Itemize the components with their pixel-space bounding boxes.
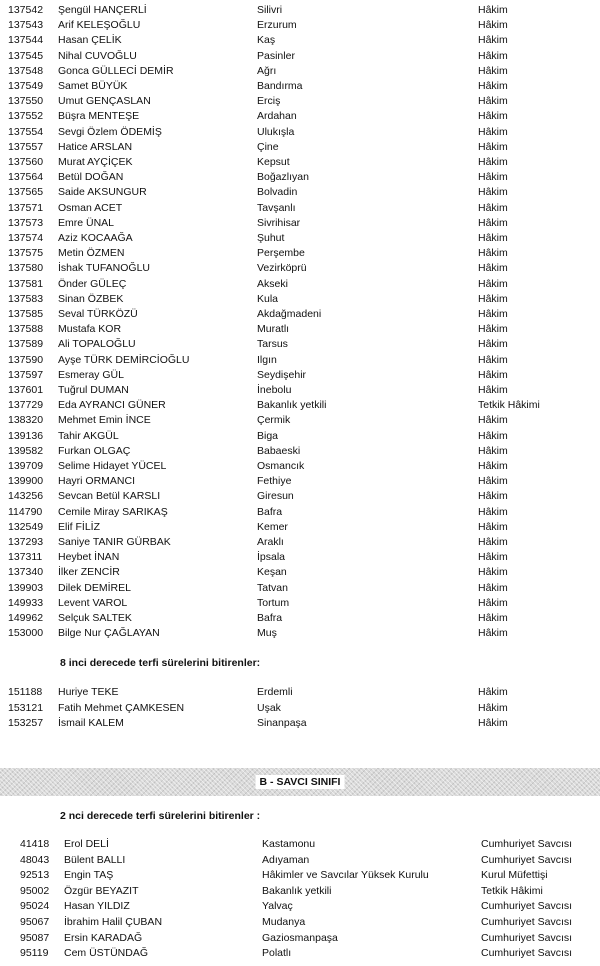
table-row — [0, 292, 600, 307]
person-name: Özgür BEYAZIT — [64, 884, 139, 897]
location: Akseki — [257, 277, 288, 290]
registry-number: 137581 — [8, 277, 44, 290]
person-name: Hatice ARSLAN — [58, 140, 133, 153]
registry-number: 48043 — [20, 853, 50, 866]
location: Tavşanlı — [257, 201, 296, 214]
person-name: İlker ZENCİR — [58, 566, 120, 579]
table-row — [0, 64, 600, 79]
registry-number: 137548 — [8, 64, 44, 77]
registry-number: 137597 — [8, 368, 44, 381]
person-name: Gonca GÜLLECİ DEMİR — [58, 64, 174, 77]
position-title: Hâkim — [478, 19, 508, 32]
position-title: Hâkim — [478, 414, 508, 427]
position-title: Hâkim — [478, 156, 508, 168]
registry-number: 153000 — [8, 627, 44, 640]
table-row — [0, 201, 600, 216]
person-name: Osman ACET — [58, 201, 123, 214]
location: İpsala — [257, 551, 286, 564]
position-title: Hâkim — [478, 186, 508, 199]
registry-number: 137564 — [8, 171, 44, 184]
registry-number: 137293 — [8, 536, 44, 548]
table-row — [0, 216, 600, 231]
table-row — [0, 383, 600, 398]
registry-number: 132549 — [8, 520, 44, 533]
position-title: Hâkim — [478, 232, 508, 244]
position-title: Hâkim — [478, 262, 508, 275]
person-name: Sevgi Özlem ÖDEMİŞ — [58, 125, 162, 138]
table-row — [0, 429, 600, 444]
registry-number: 137542 — [8, 4, 44, 16]
person-name: Tahir AKGÜL — [58, 429, 119, 442]
position-title: Hâkim — [478, 323, 508, 336]
table-row — [0, 459, 600, 474]
person-name: Ali TOPALOĞLU — [58, 338, 136, 351]
person-name: Dilek DEMİREL — [58, 581, 131, 594]
location: Bakanlık yetkili — [257, 399, 327, 412]
position-title: Hâkim — [478, 292, 508, 305]
location: Şuhut — [257, 232, 285, 244]
registry-number: 137545 — [8, 49, 44, 62]
registry-number: 137573 — [8, 216, 44, 229]
table-row — [0, 79, 600, 94]
position-title: Hâkim — [478, 95, 508, 108]
location: Osmancık — [257, 460, 305, 472]
position-title: Cumhuriyet Savcısı — [481, 853, 573, 866]
banner-label: B - SAVCI SINIFI — [256, 775, 345, 789]
table-row — [0, 716, 600, 731]
position-title: Hâkim — [478, 34, 508, 47]
table-row — [0, 18, 600, 33]
person-name: Şengül HANÇERLİ — [58, 4, 147, 16]
registry-number: 95087 — [20, 931, 50, 944]
registry-number: 138320 — [8, 414, 44, 427]
position-title: Hâkim — [478, 475, 508, 488]
position-title: Cumhuriyet Savcısı — [481, 838, 573, 850]
location: Babaeski — [257, 444, 301, 457]
registry-number: 137549 — [8, 80, 44, 92]
person-name: İshak TUFANOĞLU — [58, 262, 150, 275]
table-row — [0, 246, 600, 261]
position-title: Hâkim — [478, 308, 508, 320]
registry-number: 137560 — [8, 156, 44, 168]
location: Yalvaç — [262, 900, 293, 913]
position-title: Hâkim — [478, 460, 508, 472]
location: İnebolu — [257, 384, 292, 396]
table-row — [0, 368, 600, 383]
registry-number: 137580 — [8, 262, 44, 275]
position-title: Hâkim — [478, 612, 508, 624]
position-title: Hâkim — [478, 581, 508, 594]
position-title: Hâkim — [478, 140, 508, 153]
location: Seydişehir — [257, 368, 307, 381]
person-name: Umut GENÇASLAN — [58, 95, 151, 108]
location: Çermik — [257, 414, 291, 427]
position-title: Hâkim — [478, 247, 508, 260]
position-title: Hâkim — [478, 627, 508, 640]
position-title: Cumhuriyet Savcısı — [481, 947, 573, 960]
position-title: Hâkim — [478, 384, 508, 396]
registry-number: 92513 — [20, 869, 50, 882]
registry-number: 139903 — [8, 581, 44, 594]
position-title: Cumhuriyet Savcısı — [481, 916, 573, 928]
person-name: Tuğrul DUMAN — [58, 384, 129, 396]
location: Sivrihisar — [257, 216, 301, 229]
table-row — [0, 581, 600, 596]
position-title: Hâkim — [478, 201, 508, 214]
location: Araklı — [257, 536, 284, 548]
person-name: Elif FİLİZ — [58, 520, 101, 533]
table-row — [0, 685, 600, 700]
table-row — [0, 535, 600, 550]
location: Biga — [257, 429, 279, 442]
table-row — [0, 701, 600, 716]
location: Erdemli — [257, 686, 293, 698]
location: Giresun — [257, 490, 294, 503]
table-row — [0, 565, 600, 580]
table-row — [0, 413, 600, 428]
person-name: Selime Hidayet YÜCEL — [58, 460, 167, 472]
registry-number: 137590 — [8, 353, 44, 366]
position-title: Hâkim — [478, 717, 508, 729]
table-row — [0, 49, 600, 64]
location: Erciş — [257, 95, 281, 108]
position-title: Kurul Müfettişi — [481, 869, 548, 882]
location: Polatlı — [262, 947, 292, 960]
registry-number: 137585 — [8, 308, 44, 320]
position-title: Hâkim — [478, 110, 508, 123]
table-row — [0, 596, 600, 611]
position-title: Hâkim — [478, 536, 508, 548]
table-row — [0, 520, 600, 535]
location: Akdağmadeni — [257, 308, 322, 320]
person-name: Esmeray GÜL — [58, 368, 124, 381]
table-row — [0, 33, 600, 48]
person-name: Cem ÜSTÜNDAĞ — [64, 947, 149, 960]
person-name: Eda AYRANCI GÜNER — [58, 399, 166, 412]
location: Ilgın — [257, 353, 277, 366]
table-row — [0, 837, 600, 852]
person-name: Betül DOĞAN — [58, 171, 124, 184]
table-row — [0, 125, 600, 140]
position-title: Hâkim — [478, 505, 508, 518]
person-name: Samet BÜYÜK — [58, 80, 128, 92]
person-name: Bülent BALLI — [64, 853, 126, 866]
person-name: Seval TÜRKÖZÜ — [58, 308, 138, 320]
registry-number: 137588 — [8, 323, 44, 336]
registry-number: 137565 — [8, 186, 44, 199]
table-row — [0, 915, 600, 930]
registry-number: 137550 — [8, 95, 44, 108]
location: Çine — [257, 140, 279, 153]
location: Vezirköprü — [257, 262, 307, 275]
registry-number: 114790 — [8, 505, 43, 518]
table-row — [0, 109, 600, 124]
registry-number: 137544 — [8, 34, 44, 47]
table-row — [0, 931, 600, 946]
position-title: Hâkim — [478, 49, 508, 62]
location: Erzurum — [257, 19, 297, 32]
position-title: Hâkim — [478, 444, 508, 457]
table-row — [0, 322, 600, 337]
registry-number: 137543 — [8, 19, 44, 32]
table-row — [0, 3, 600, 18]
location: Fethiye — [257, 475, 292, 488]
person-name: Heybet İNAN — [58, 551, 120, 564]
table-row — [0, 505, 600, 520]
registry-number: 153121 — [8, 701, 44, 714]
registry-number: 95024 — [20, 900, 50, 913]
registry-number: 143256 — [8, 490, 44, 503]
location: Boğazlıyan — [257, 171, 309, 184]
location: Bandırma — [257, 80, 303, 92]
table-row — [0, 474, 600, 489]
registry-number: 137589 — [8, 338, 44, 351]
position-title: Hâkim — [478, 64, 508, 77]
position-title: Hâkim — [478, 701, 508, 714]
location: Silivri — [257, 4, 283, 16]
location: Kepsut — [257, 156, 290, 168]
table-row — [0, 884, 600, 899]
registry-number: 137575 — [8, 247, 44, 260]
table-row — [0, 277, 600, 292]
registry-number: 95067 — [20, 916, 50, 928]
location: Kastamonu — [262, 838, 316, 850]
person-name: Saide AKSUNGUR — [58, 186, 147, 199]
registry-number: 151188 — [8, 686, 43, 698]
position-title: Hâkim — [478, 566, 508, 579]
person-name: Hayri ORMANCI — [58, 475, 136, 488]
registry-number: 137311 — [8, 551, 43, 564]
table-row — [0, 337, 600, 352]
table-row — [0, 444, 600, 459]
location: Mudanya — [262, 916, 306, 928]
registry-number: 137601 — [8, 384, 44, 396]
location: Bafra — [257, 612, 283, 624]
location: Keşan — [257, 566, 287, 579]
registry-number: 95002 — [20, 884, 50, 897]
registry-number: 137583 — [8, 292, 44, 305]
position-title: Tetkik Hâkimi — [478, 399, 540, 412]
location: Hâkimler ve Savcılar Yüksek Kurulu — [262, 869, 429, 882]
location: Bafra — [257, 505, 283, 518]
table-row — [0, 261, 600, 276]
location: Sinanpaşa — [257, 717, 307, 729]
person-name: Nihal CUVOĞLU — [58, 49, 137, 62]
person-name: Hasan YILDIZ — [64, 900, 130, 913]
location: Kemer — [257, 520, 288, 533]
location: Kula — [257, 292, 279, 305]
person-name: Metin ÖZMEN — [58, 247, 125, 260]
registry-number: 137574 — [8, 232, 44, 244]
registry-number: 139709 — [8, 460, 44, 472]
location: Uşak — [257, 701, 281, 714]
position-title: Hâkim — [478, 520, 508, 533]
registry-number: 149962 — [8, 612, 44, 624]
person-name: Sevcan Betül KARSLI — [58, 490, 161, 503]
person-name: Önder GÜLEÇ — [58, 277, 127, 290]
position-title: Hâkim — [478, 368, 508, 381]
position-title: Hâkim — [478, 80, 508, 92]
person-name: İsmail KALEM — [58, 717, 124, 729]
person-name: Selçuk SALTEK — [58, 612, 132, 624]
person-name: Furkan OLGAÇ — [58, 444, 131, 457]
person-name: Sinan ÖZBEK — [58, 292, 124, 305]
person-name: Emre ÜNAL — [58, 216, 115, 229]
location: Tatvan — [257, 581, 288, 594]
table-row — [0, 489, 600, 504]
location: Bakanlık yetkili — [262, 884, 332, 897]
table-row — [0, 185, 600, 200]
table-row — [0, 170, 600, 185]
registry-number: 137554 — [8, 125, 44, 138]
person-name: Mustafa KOR — [58, 323, 122, 336]
table-row — [0, 550, 600, 565]
table-row — [0, 307, 600, 322]
location: Ağrı — [257, 64, 277, 77]
registry-number: 153257 — [8, 717, 44, 729]
table-row — [0, 398, 600, 413]
location: Adıyaman — [262, 853, 310, 866]
section-banner — [0, 768, 600, 796]
person-name: Arif KELEŞOĞLU — [58, 19, 141, 32]
person-name: Levent VAROL — [58, 596, 128, 609]
table-row — [0, 353, 600, 368]
person-name: Fatih Mehmet ÇAMKESEN — [58, 701, 185, 714]
table-row — [0, 899, 600, 914]
registry-number: 95119 — [20, 947, 49, 960]
person-name: Ersin KARADAĞ — [64, 931, 143, 944]
location: Ulukışla — [257, 125, 295, 138]
person-name: Saniye TANIR GÜRBAK — [58, 536, 171, 548]
registry-number: 41418 — [20, 838, 50, 850]
table-row — [0, 155, 600, 170]
registry-number: 149933 — [8, 596, 44, 609]
position-title: Hâkim — [478, 596, 508, 609]
location: Pasinler — [257, 49, 295, 62]
position-title: Tetkik Hâkimi — [481, 884, 543, 897]
location: Perşembe — [257, 247, 305, 260]
person-name: Büşra MENTEŞE — [58, 110, 140, 123]
location: Gaziosmanpaşa — [262, 931, 338, 944]
person-name: Bilge Nur ÇAĞLAYAN — [58, 627, 160, 640]
person-name: Huriye TEKE — [58, 686, 119, 698]
person-name: Ayşe TÜRK DEMİRCİOĞLU — [58, 353, 190, 366]
registry-number: 139900 — [8, 475, 44, 488]
registry-number: 137571 — [8, 201, 44, 214]
registry-number: 139136 — [8, 429, 44, 442]
position-title: Cumhuriyet Savcısı — [481, 900, 573, 913]
position-title: Hâkim — [478, 277, 508, 290]
position-title: Hâkim — [478, 686, 508, 698]
heading-2nd-degree: 2 nci derecede terfi sürelerini bitirenler : — [60, 810, 261, 822]
position-title: Hâkim — [478, 490, 508, 503]
table-row — [0, 94, 600, 109]
heading-8th-degree: 8 inci derecede terfi sürelerini bitirenler: — [60, 657, 261, 669]
table-row — [0, 868, 600, 883]
location: Tarsus — [257, 338, 288, 351]
registry-number: 139582 — [8, 444, 44, 457]
location: Ardahan — [257, 110, 297, 123]
location: Muş — [257, 627, 277, 640]
registry-number: 137340 — [8, 566, 44, 579]
table-row — [0, 946, 600, 961]
table-row — [0, 626, 600, 641]
person-name: Erol DELİ — [64, 838, 109, 850]
person-name: Hasan ÇELİK — [58, 34, 122, 47]
registry-number: 137552 — [8, 110, 44, 123]
person-name: Engin TAŞ — [64, 869, 114, 882]
position-title: Hâkim — [478, 338, 508, 351]
position-title: Hâkim — [478, 551, 508, 564]
location: Bolvadin — [257, 186, 298, 199]
location: Kaş — [257, 34, 276, 47]
registry-number: 137729 — [8, 399, 44, 412]
person-name: Cemile Miray SARIKAŞ — [58, 505, 168, 518]
table-row — [0, 611, 600, 626]
position-title: Hâkim — [478, 216, 508, 229]
position-title: Hâkim — [478, 171, 508, 184]
location: Muratlı — [257, 323, 290, 336]
position-title: Cumhuriyet Savcısı — [481, 931, 573, 944]
registry-number: 137557 — [8, 140, 44, 153]
position-title: Hâkim — [478, 4, 508, 16]
position-title: Hâkim — [478, 353, 508, 366]
person-name: Murat AYÇİÇEK — [58, 156, 133, 168]
table-row — [0, 140, 600, 155]
position-title: Hâkim — [478, 429, 508, 442]
person-name: İbrahim Halil ÇUBAN — [64, 916, 163, 928]
table-row — [0, 231, 600, 246]
person-name: Aziz KOCAAĞA — [58, 232, 133, 244]
position-title: Hâkim — [478, 125, 508, 138]
person-name: Mehmet Emin İNCE — [58, 414, 151, 427]
table-row — [0, 853, 600, 868]
location: Tortum — [257, 596, 290, 609]
